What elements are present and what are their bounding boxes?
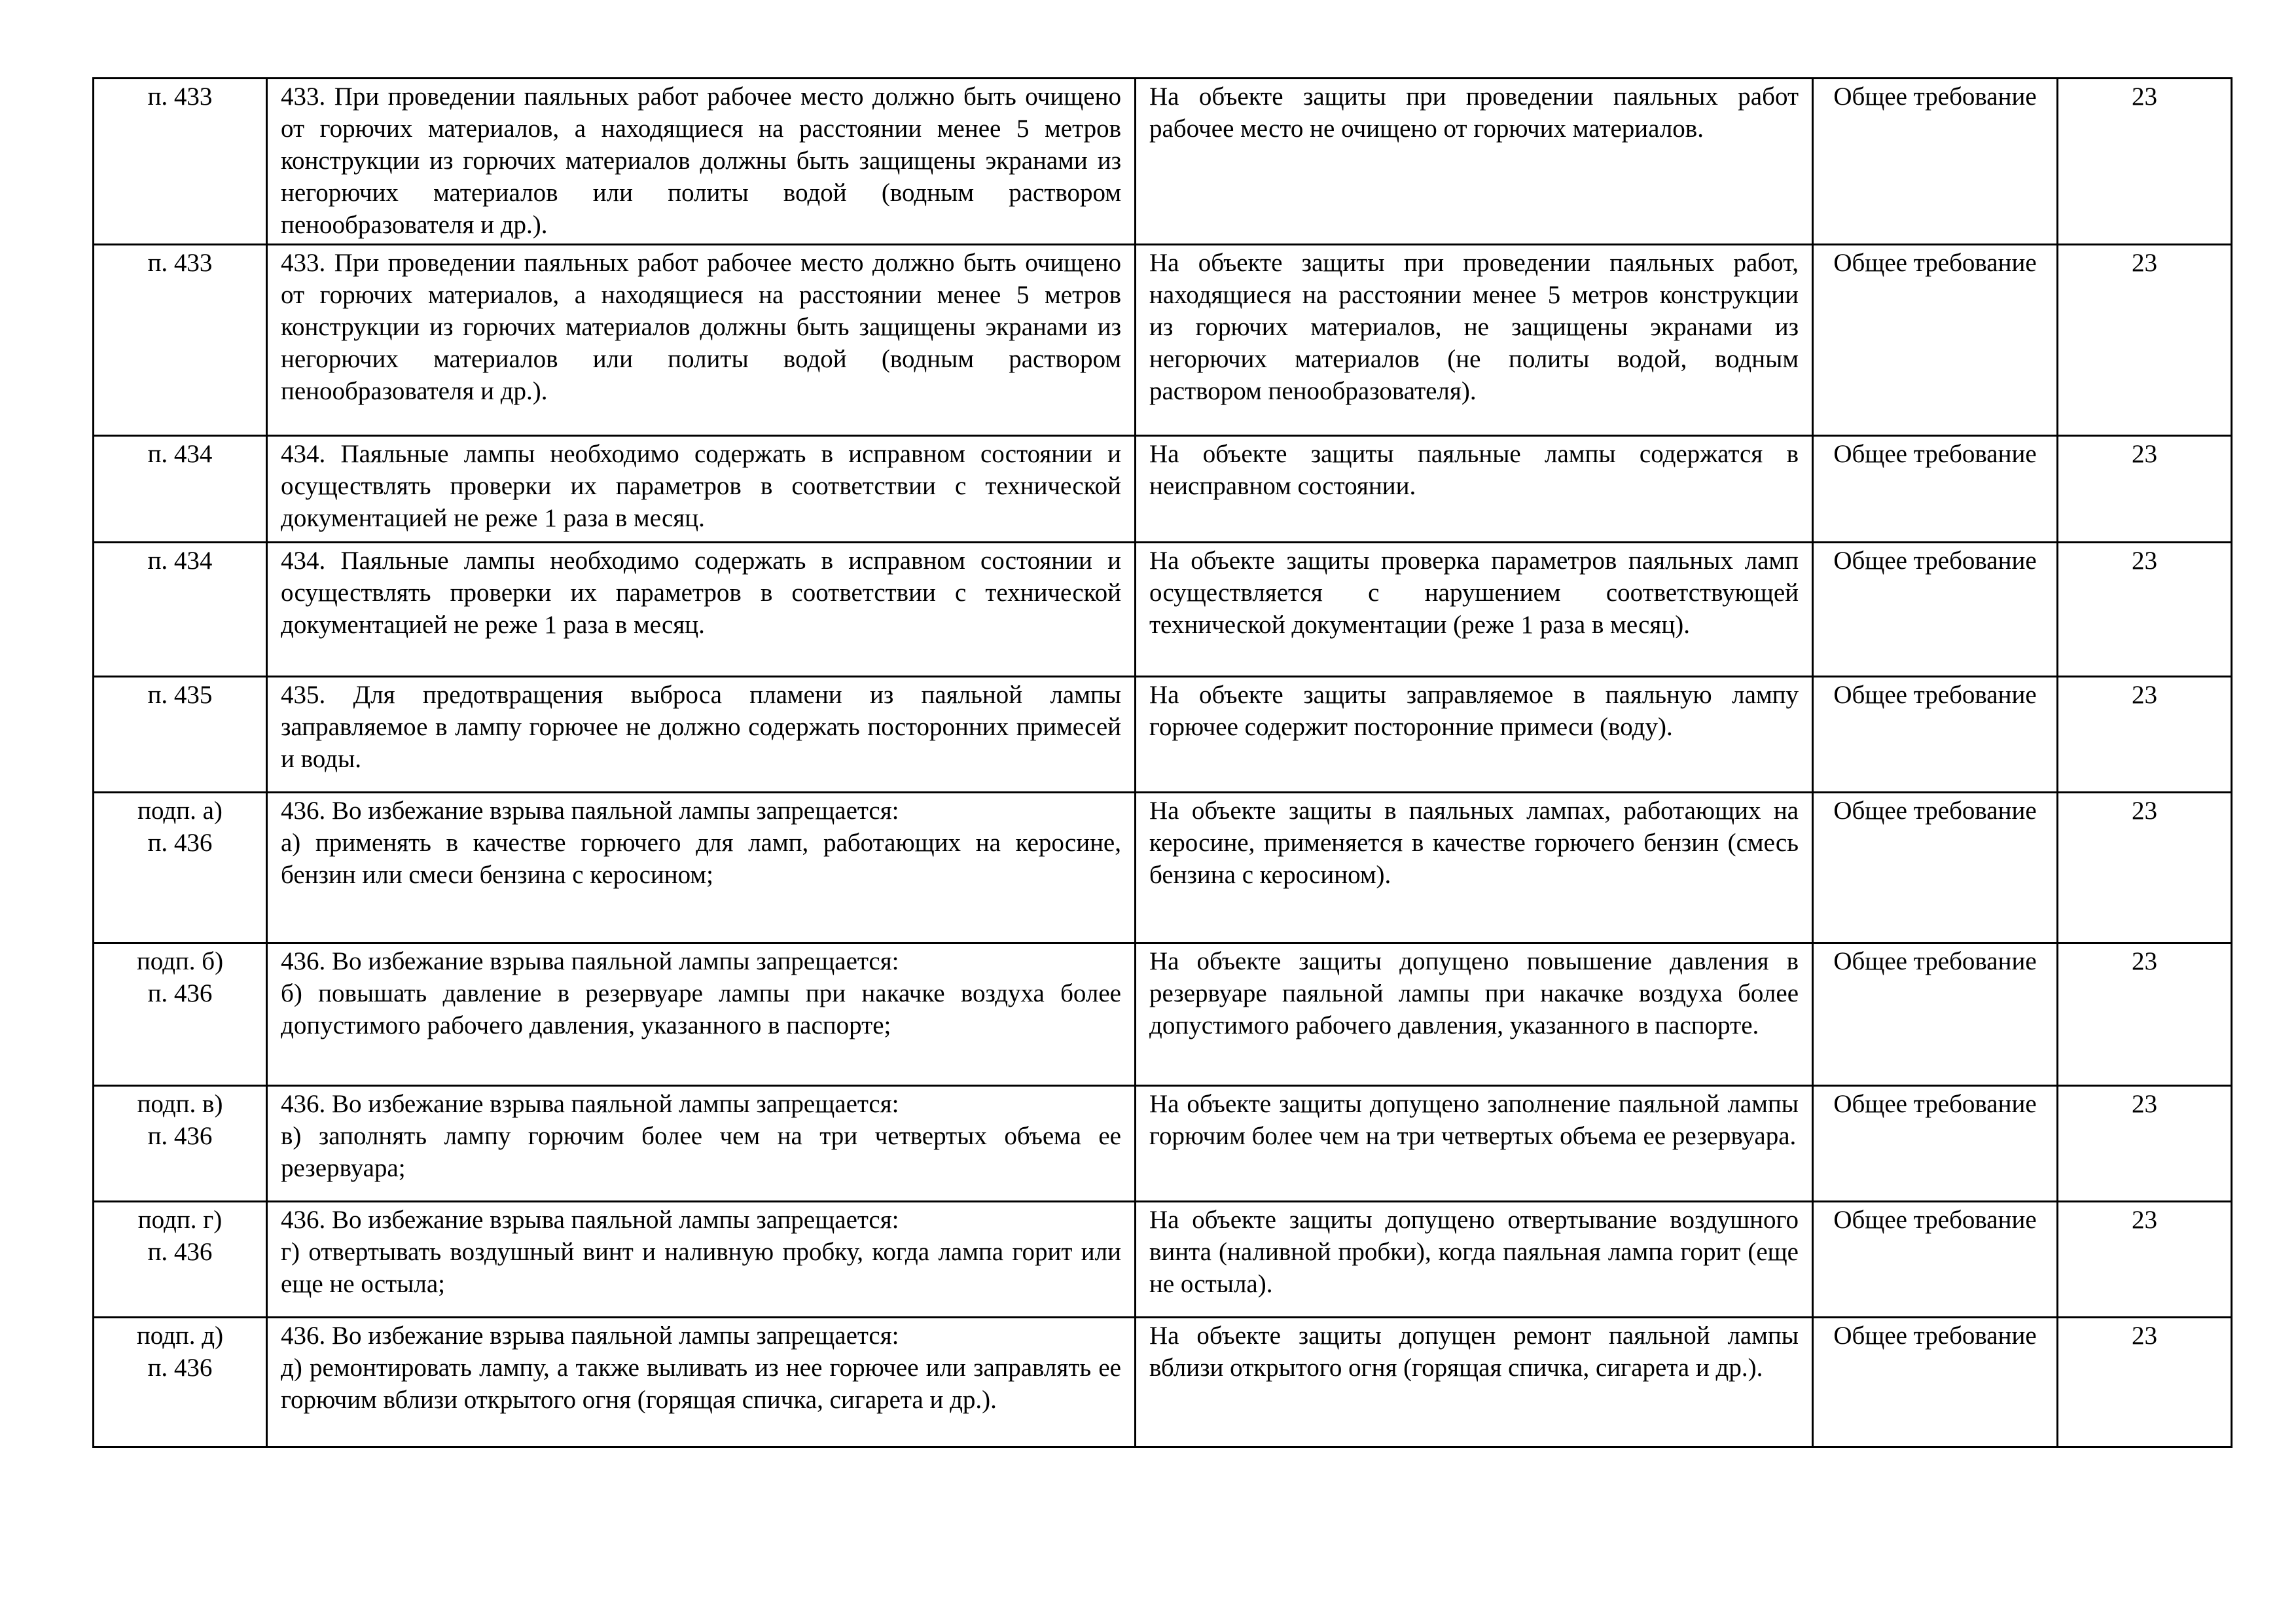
violation-text: На объекте защиты допущен ремонт паяльной лампы вблизи открытого огня (горящая спичка, сигарета и др.).	[1149, 1322, 1799, 1382]
violation-text: На объекте защиты допущено заполнение паяльной лампы горючим более чем на три четвертых объема ее резервуара.	[1149, 1090, 1799, 1150]
article-cell	[2058, 79, 2232, 245]
clause-ref-line: п. 436	[147, 1122, 213, 1150]
violation-text: На объекте защиты при проведении паяльных работ рабочее место не очищено от горючих материалов.	[1149, 82, 1799, 143]
requirement-text: 433. При проведении паяльных работ рабочее место должно быть очищено от горючих материалов, а находящиеся на расстоянии менее 5 метров конструкции из горючих материалов должны быть защищены экранами из негорючих материалов или политы водой (водным раствором пенообразователя и др.).	[281, 82, 1121, 239]
violation-cell	[1136, 677, 1813, 793]
requirement-cell	[267, 677, 1136, 793]
table-row	[94, 943, 2232, 1086]
requirement-type-cell	[1813, 793, 2058, 943]
requirement-text: г) отвертывать воздушный винт и наливную пробку, когда лампа горит или еще не остыла;	[281, 1238, 1121, 1298]
clause-ref-line: подп. а)	[137, 797, 223, 825]
requirement-type: Общее требование	[1833, 797, 2037, 825]
requirement-intro: 436. Во избежание взрыва паяльной лампы запрещается:	[281, 947, 899, 975]
violation-cell	[1136, 543, 1813, 677]
table-row	[94, 793, 2232, 943]
requirement-cell	[267, 1202, 1136, 1318]
violation-text: На объекте защиты проверка параметров паяльных ламп осуществляется с нарушением соответствующей технической документации (реже 1 раза в месяц).	[1149, 547, 1799, 639]
violation-text: На объекте защиты при проведении паяльных работ, находящиеся на расстоянии менее 5 метров конструкции из горючих материалов, не защищены экранами из негорючих материалов (не политы водой, водным раствором пенообразователя).	[1149, 249, 1799, 405]
clause-ref-line: п. 435	[147, 681, 213, 709]
requirement-type: Общее требование	[1833, 440, 2037, 468]
requirement-text: в) заполнять лампу горючим более чем на три четвертых объема ее резервуара;	[281, 1122, 1121, 1182]
requirement-text: 435. Для предотвращения выброса пламени из паяльной лампы заправляемое в лампу горючее не должно содержать посторонних примесей и воды.	[281, 681, 1121, 773]
table-row	[94, 245, 2232, 436]
violation-text: На объекте защиты допущено отвертывание воздушного винта (наливной пробки), когда паяльная лампа горит (еще не остыла).	[1149, 1206, 1799, 1298]
requirement-intro: 436. Во избежание взрыва паяльной лампы запрещается:	[281, 797, 899, 825]
violation-text: На объекте защиты допущено повышение давления в резервуаре паяльной лампы при накачке воздуха более допустимого рабочего давления, указанного в паспорте.	[1149, 947, 1799, 1039]
article-number: 23	[2132, 249, 2157, 277]
table-row	[94, 436, 2232, 543]
clause-ref-cell	[94, 1086, 267, 1202]
violation-text: На объекте защиты паяльные лампы содержатся в неисправном состоянии.	[1149, 440, 1799, 500]
clause-ref-line: п. 434	[147, 547, 213, 575]
requirement-type: Общее требование	[1833, 947, 2037, 975]
requirement-type-cell	[1813, 79, 2058, 245]
table-row	[94, 79, 2232, 245]
article-cell	[2058, 943, 2232, 1086]
clause-ref-line: п. 433	[147, 82, 213, 111]
requirement-cell	[267, 245, 1136, 436]
article-number: 23	[2132, 797, 2157, 825]
violation-cell	[1136, 793, 1813, 943]
requirement-type-cell	[1813, 543, 2058, 677]
clause-ref-cell	[94, 543, 267, 677]
requirement-cell	[267, 543, 1136, 677]
article-number: 23	[2132, 947, 2157, 975]
clause-ref-cell	[94, 245, 267, 436]
table-row	[94, 677, 2232, 793]
requirement-cell	[267, 943, 1136, 1086]
clause-ref-line: подп. д)	[136, 1322, 224, 1350]
clause-ref-line: п. 436	[147, 1238, 213, 1266]
article-number: 23	[2132, 1322, 2157, 1350]
requirement-type: Общее требование	[1833, 249, 2037, 277]
requirement-type: Общее требование	[1833, 82, 2037, 111]
article-cell	[2058, 245, 2232, 436]
violation-cell	[1136, 1086, 1813, 1202]
clause-ref-cell	[94, 436, 267, 543]
requirement-type-cell	[1813, 677, 2058, 793]
violation-cell	[1136, 943, 1813, 1086]
requirement-intro: 436. Во избежание взрыва паяльной лампы запрещается:	[281, 1206, 899, 1234]
clause-ref-cell	[94, 943, 267, 1086]
clause-ref-cell	[94, 1202, 267, 1318]
requirement-type: Общее требование	[1833, 681, 2037, 709]
article-cell	[2058, 1318, 2232, 1447]
table-body	[94, 79, 2232, 1447]
article-number: 23	[2132, 1206, 2157, 1234]
clause-ref-line: п. 436	[147, 829, 213, 857]
article-number: 23	[2132, 547, 2157, 575]
requirement-text: а) применять в качестве горючего для ламп, работающих на керосине, бензин или смеси бензина с керосином;	[281, 829, 1121, 889]
table-row	[94, 543, 2232, 677]
clause-ref-line: п. 436	[147, 979, 213, 1007]
clause-ref-cell	[94, 1318, 267, 1447]
requirement-intro: 436. Во избежание взрыва паяльной лампы запрещается:	[281, 1090, 899, 1118]
clause-ref-line: подп. г)	[137, 1206, 223, 1234]
clause-ref-line: п. 434	[147, 440, 213, 468]
violation-cell	[1136, 245, 1813, 436]
clause-ref-cell	[94, 793, 267, 943]
article-cell	[2058, 677, 2232, 793]
requirement-cell	[267, 436, 1136, 543]
clause-ref-cell	[94, 79, 267, 245]
requirement-text: 434. Паяльные лампы необходимо содержать в исправном состоянии и осуществлять проверки их параметров в соответствии с технической документацией не реже 1 раза в месяц.	[281, 440, 1121, 532]
clause-ref-line: подп. в)	[137, 1090, 223, 1118]
requirement-type-cell	[1813, 436, 2058, 543]
violation-cell	[1136, 436, 1813, 543]
clause-ref-line: п. 433	[147, 249, 213, 277]
article-number: 23	[2132, 1090, 2157, 1118]
article-cell	[2058, 543, 2232, 677]
article-number: 23	[2132, 681, 2157, 709]
table-row	[94, 1086, 2232, 1202]
requirement-cell	[267, 793, 1136, 943]
requirement-type-cell	[1813, 943, 2058, 1086]
clause-ref-cell	[94, 677, 267, 793]
clause-ref-line: подп. б)	[136, 947, 224, 975]
article-number: 23	[2132, 82, 2157, 111]
requirement-type-cell	[1813, 245, 2058, 436]
requirements-table	[92, 77, 2233, 1448]
requirement-type: Общее требование	[1833, 1206, 2037, 1234]
violation-text: На объекте защиты в паяльных лампах, работающих на керосине, применяется в качестве горючего бензин (смесь бензина с керосином).	[1149, 797, 1799, 889]
table-row	[94, 1202, 2232, 1318]
violation-cell	[1136, 1318, 1813, 1447]
requirement-text: б) повышать давление в резервуаре лампы при накачке воздуха более допустимого рабочего давления, указанного в паспорте;	[281, 979, 1121, 1039]
requirement-type: Общее требование	[1833, 547, 2037, 575]
article-cell	[2058, 1202, 2232, 1318]
article-number: 23	[2132, 440, 2157, 468]
requirement-text: 434. Паяльные лампы необходимо содержать в исправном состоянии и осуществлять проверки их параметров в соответствии с технической документацией не реже 1 раза в месяц.	[281, 547, 1121, 639]
clause-ref-line: п. 436	[147, 1354, 213, 1382]
requirement-type: Общее требование	[1833, 1090, 2037, 1118]
requirement-type-cell	[1813, 1318, 2058, 1447]
requirement-type-cell	[1813, 1202, 2058, 1318]
violation-text: На объекте защиты заправляемое в паяльную лампу горючее содержит посторонние примеси (воду).	[1149, 681, 1799, 741]
requirement-type-cell	[1813, 1086, 2058, 1202]
table-row	[94, 1318, 2232, 1447]
requirement-cell	[267, 79, 1136, 245]
requirement-type: Общее требование	[1833, 1322, 2037, 1350]
requirement-cell	[267, 1318, 1136, 1447]
violation-cell	[1136, 1202, 1813, 1318]
violation-cell	[1136, 79, 1813, 245]
requirement-cell	[267, 1086, 1136, 1202]
requirement-text: д) ремонтировать лампу, а также выливать из нее горючее или заправлять ее горючим вблизи открытого огня (горящая спичка, сигарета и др.).	[281, 1354, 1121, 1414]
requirement-text: 433. При проведении паяльных работ рабочее место должно быть очищено от горючих материалов, а находящиеся на расстоянии менее 5 метров конструкции из горючих материалов должны быть защищены экранами из негорючих материалов или политы водой (водным раствором пенообразователя и др.).	[281, 249, 1121, 405]
article-cell	[2058, 1086, 2232, 1202]
requirement-intro: 436. Во избежание взрыва паяльной лампы запрещается:	[281, 1322, 899, 1350]
article-cell	[2058, 793, 2232, 943]
article-cell	[2058, 436, 2232, 543]
